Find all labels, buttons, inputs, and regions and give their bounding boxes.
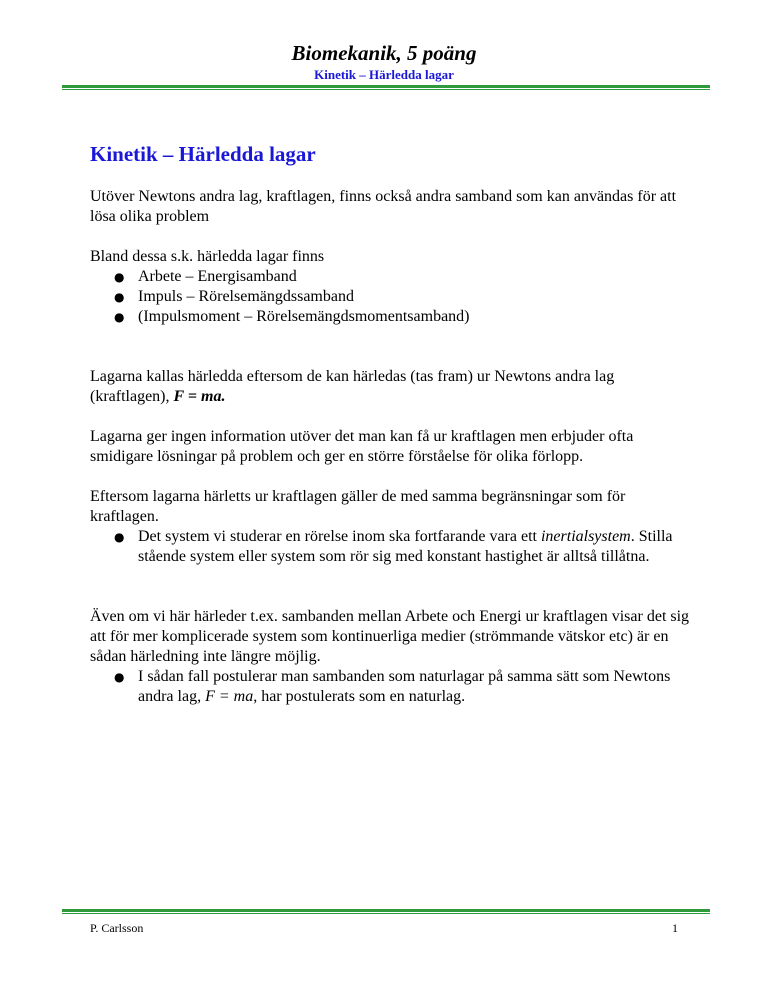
- fluid-text-b: , har postulerats som en naturlag.: [253, 688, 466, 705]
- list-item: [114, 267, 690, 287]
- bullet-icon: ●: [114, 290, 125, 304]
- limits-text-b: . Stilla stående system eller system som rör sig med konstant hastighet är alltså tillåtna.: [138, 528, 673, 565]
- limits-list: [90, 527, 690, 567]
- section-heading: Kinetik – Härledda lagar: [90, 142, 316, 166]
- footer-divider: [62, 909, 710, 914]
- derived-text: Lagarna kallas härledda eftersom de kan härledas (tas fram) ur Newtons andra lag (kraftlagen),: [90, 368, 615, 405]
- document-subtitle: Kinetik – Härledda lagar: [314, 67, 454, 82]
- intro-paragraph: Utöver Newtons andra lag, kraftlagen, finns också andra samband som kan användas för att lösa olika problem: [90, 188, 677, 225]
- fluid-list: [90, 667, 690, 707]
- bullet-icon: ●: [114, 530, 125, 544]
- list-item-label: Impuls – Rörelsemängdssamband: [138, 288, 354, 305]
- document-title: Biomekanik, 5 poäng: [291, 41, 477, 65]
- page-content: [90, 141, 690, 707]
- bullet-icon: ●: [114, 310, 125, 324]
- bullet-icon: ●: [114, 670, 125, 684]
- derived-paragraph: [90, 367, 690, 407]
- info-paragraph: Lagarna ger ingen information utöver det man kan få ur kraftlagen men erbjuder ofta smidigare lösningar på problem och ger en större förståelse för olika förlopp.: [90, 428, 634, 465]
- list-item: [114, 667, 690, 707]
- page-number: 1: [672, 921, 678, 935]
- fluid-paragraph: Även om vi här härleder t.ex. sambanden mellan Arbete och Energi ur kraftlagen visar det sig att för mer komplicerade system som kontinuerliga medier (strömmande vätskor etc) är en sådan härledning inte längre möjlig.: [90, 608, 690, 665]
- header-divider: [62, 85, 710, 90]
- limits-paragraph: Eftersom lagarna härletts ur kraftlagen gäller de med samma begränsningar som för kraftlagen.: [90, 488, 626, 525]
- list-item: [114, 307, 690, 327]
- fluid-text-a: I sådan fall postulerar man sambanden som naturlagar på samma sätt som Newtons andra lag,: [138, 668, 671, 705]
- list-item: [114, 527, 690, 567]
- bullet-icon: ●: [114, 270, 125, 284]
- list-intro-paragraph: Bland dessa s.k. härledda lagar finns: [90, 248, 325, 265]
- page-header: [0, 40, 768, 83]
- inertial-system-term: inertialsystem: [540, 528, 631, 545]
- formula-f-ma: F = ma.: [173, 388, 226, 405]
- list-item-label: (Impulsmoment – Rörelsemängdsmomentsamband): [138, 308, 470, 325]
- list-item-label: Arbete – Energisamband: [138, 268, 297, 285]
- footer-author: P. Carlsson: [90, 921, 144, 935]
- derived-laws-list: [90, 267, 690, 327]
- list-item: [114, 287, 690, 307]
- formula-f-ma-inline: F = ma: [205, 688, 254, 705]
- limits-text-a: Det system vi studerar en rörelse inom ska fortfarande vara ett: [138, 528, 541, 545]
